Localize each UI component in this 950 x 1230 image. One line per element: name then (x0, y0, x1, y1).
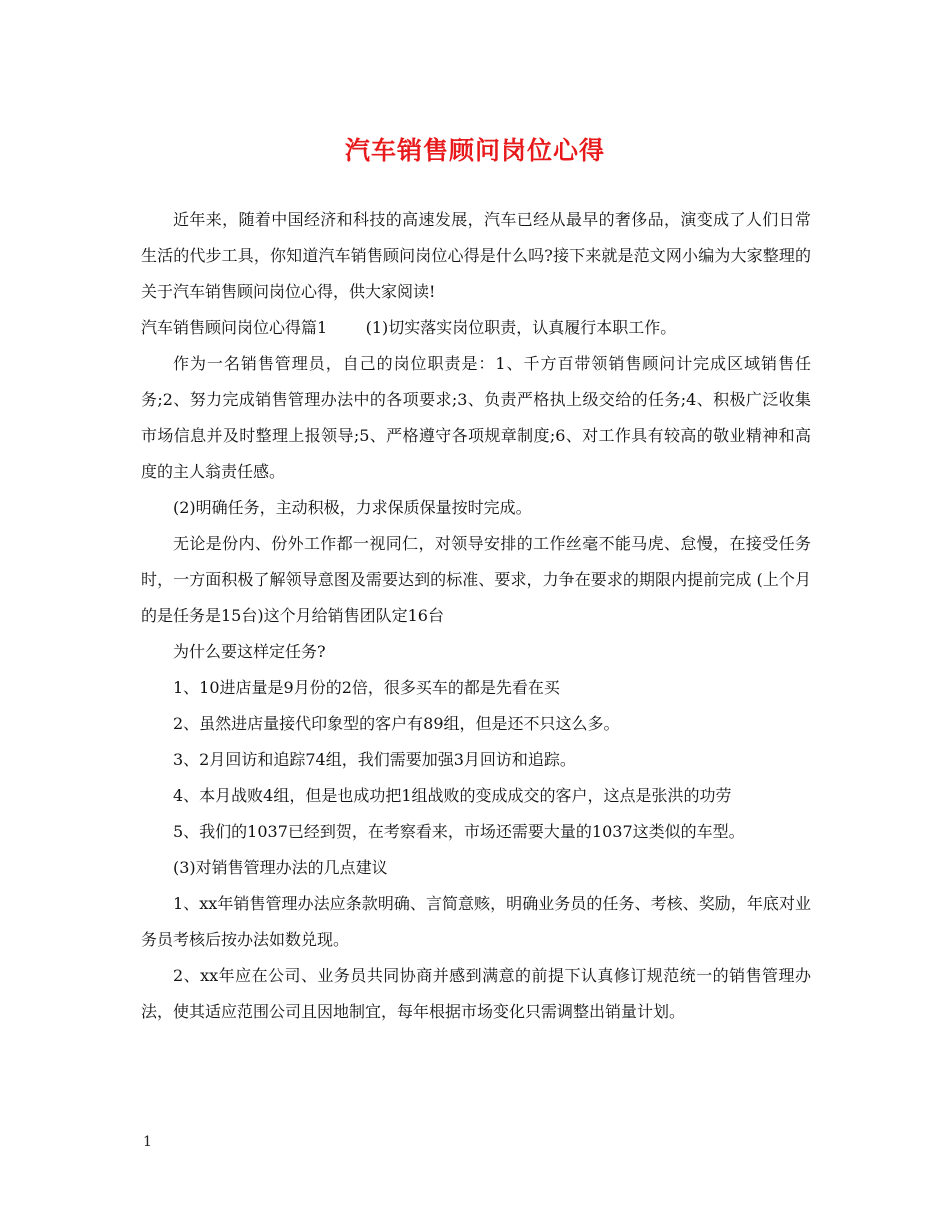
item-3-heading: (3)对销售管理办法的几点建议 (173, 858, 388, 877)
section-heading (141, 310, 811, 346)
reason-3: 3、2月回访和追踪74组，我们需要加强3月回访和追踪。 (173, 750, 576, 769)
suggestion-2: 2、xx年应在公司、业务员共同协商并感到满意的前提下认真修订规范统一的销售管理办法，使其适应范围公司且因地制宜，每年根据市场变化只需调整出销量计划。 (141, 966, 811, 1021)
document-body (141, 202, 811, 1030)
reason-5: 5、我们的1037已经到贺，在考察看来，市场还需要大量的1037这类似的车型。 (173, 822, 745, 841)
suggestion-1: 1、xx年销售管理办法应条款明确、言简意赅，明确业务员的任务、考核、奖励，年底对业务员考核后按办法如数兑现。 (141, 894, 811, 949)
reason-4: 4、本月战败4组，但是也成功把1组战败的变成成交的客户，这点是张洪的功劳 (173, 786, 732, 805)
section-heading-label: 汽车销售顾问岗位心得篇1 (141, 318, 328, 337)
reason-1: 1、10进店量是9月份的2倍，很多买车的都是先看在买 (173, 678, 560, 697)
question-line: 为什么要这样定任务? (173, 642, 326, 661)
item-2-heading: (2)明确任务，主动积极，力求保质保量按时完成。 (173, 498, 532, 517)
duties-paragraph: 作为一名销售管理员，自己的岗位职责是：1、千方百带领销售顾问计完成区域销售任务;2、努力完成销售管理办法中的各项要求;3、负责严格执上级交给的任务;4、积极广泛收集市场信息并及时整理上报领导;5、严格遵守各项规章制度;6、对工作具有较高的敬业精神和高度的主人翁责任感。 (141, 354, 811, 481)
intro-paragraph: 近年来，随着中国经济和科技的高速发展，汽车已经从最早的奢侈品，演变成了人们日常生活的代步工具，你知道汽车销售顾问岗位心得是什么吗?接下来就是范文网小编为大家整理的关于汽车销售顾问岗位心得，供大家阅读! (141, 210, 811, 301)
document-title: 汽车销售顾问岗位心得 (344, 136, 605, 165)
section-heading-item: (1)切实落实岗位职责，认真履行本职工作。 (365, 318, 677, 337)
reason-2: 2、虽然进店量接代印象型的客户有89组，但是还不只这么多。 (173, 714, 620, 733)
page-number: 1 (143, 1134, 152, 1150)
task-paragraph: 无论是份内、份外工作都一视同仁，对领导安排的工作丝毫不能马虎、怠慢，在接受任务时，一方面积极了解领导意图及需要达到的标准、要求，力争在要求的期限内提前完成 (上个月的是任务是15台)这个月给销售团队定16台 (141, 534, 811, 625)
